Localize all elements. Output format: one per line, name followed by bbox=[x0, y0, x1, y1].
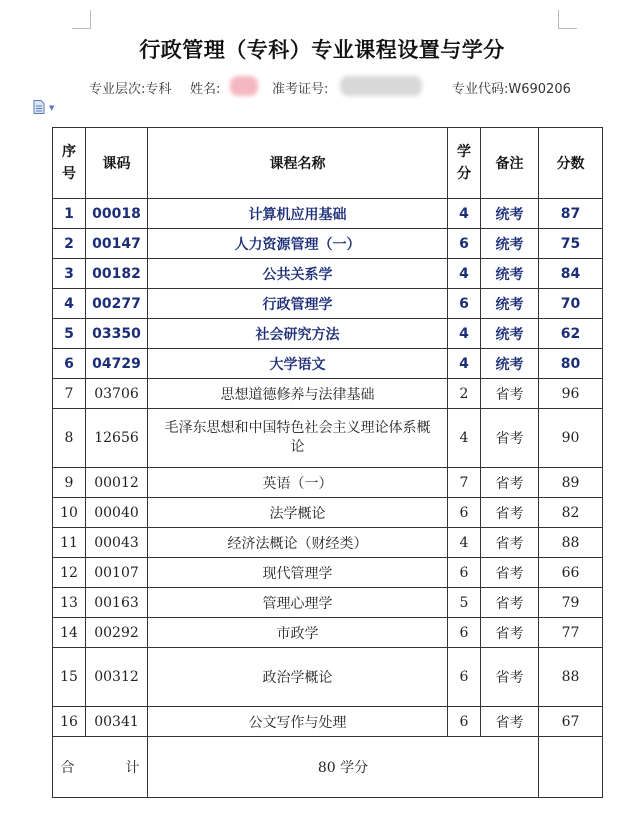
seq-cell: 15 bbox=[53, 648, 86, 707]
total-label-b: 计 bbox=[125, 760, 140, 776]
table-row bbox=[53, 468, 603, 498]
table-row bbox=[53, 349, 603, 379]
credit-cell: 4 bbox=[448, 349, 481, 379]
table-row bbox=[53, 289, 603, 319]
code-cell: 00163 bbox=[86, 588, 148, 618]
total-score-cell bbox=[539, 737, 603, 798]
score-cell: 79 bbox=[539, 588, 603, 618]
seq-cell: 12 bbox=[53, 558, 86, 588]
code-cell: 04729 bbox=[86, 349, 148, 379]
redacted-exam-number bbox=[340, 76, 422, 96]
course-cell: 经济法概论（财经类） bbox=[148, 528, 448, 558]
note-cell: 省考 bbox=[481, 468, 539, 498]
credit-cell: 4 bbox=[448, 199, 481, 229]
score-cell: 96 bbox=[539, 379, 603, 409]
code-cell: 03350 bbox=[86, 319, 148, 349]
seq-cell: 2 bbox=[53, 229, 86, 259]
course-table bbox=[52, 127, 603, 798]
seq-cell: 6 bbox=[53, 349, 86, 379]
total-label-cell bbox=[53, 737, 148, 798]
code-cell: 00018 bbox=[86, 199, 148, 229]
table-row bbox=[53, 409, 603, 468]
code-cell: 00012 bbox=[86, 468, 148, 498]
credit-cell: 4 bbox=[448, 409, 481, 468]
note-cell: 省考 bbox=[481, 618, 539, 648]
course-cell: 政治学概论 bbox=[148, 648, 448, 707]
credit-cell: 6 bbox=[448, 707, 481, 737]
table-row bbox=[53, 319, 603, 349]
total-value-cell: 80 学分 bbox=[148, 737, 539, 798]
seq-cell: 11 bbox=[53, 528, 86, 558]
course-cell: 现代管理学 bbox=[148, 558, 448, 588]
header-code: 课码 bbox=[86, 128, 148, 199]
note-cell: 统考 bbox=[481, 259, 539, 289]
course-cell: 英语（一） bbox=[148, 468, 448, 498]
seq-cell: 1 bbox=[53, 199, 86, 229]
code-cell: 00277 bbox=[86, 289, 148, 319]
note-cell: 统考 bbox=[481, 319, 539, 349]
level-label: 专业层次:专科 bbox=[89, 82, 172, 97]
credit-cell: 6 bbox=[448, 498, 481, 528]
score-cell: 87 bbox=[539, 199, 603, 229]
seq-cell: 7 bbox=[53, 379, 86, 409]
note-cell: 省考 bbox=[481, 648, 539, 707]
course-cell: 市政学 bbox=[148, 618, 448, 648]
note-cell: 统考 bbox=[481, 349, 539, 379]
page-corner-mark-right bbox=[558, 10, 577, 29]
credit-cell: 6 bbox=[448, 618, 481, 648]
course-cell: 公文写作与处理 bbox=[148, 707, 448, 737]
course-cell: 行政管理学 bbox=[148, 289, 448, 319]
header-seq: 序号 bbox=[53, 128, 86, 199]
page-corner-mark-left bbox=[72, 10, 91, 29]
score-cell: 80 bbox=[539, 349, 603, 379]
course-cell: 思想道德修养与法律基础 bbox=[148, 379, 448, 409]
note-cell: 省考 bbox=[481, 707, 539, 737]
score-cell: 89 bbox=[539, 468, 603, 498]
code-cell: 00341 bbox=[86, 707, 148, 737]
code-cell: 00182 bbox=[86, 259, 148, 289]
note-cell: 统考 bbox=[481, 289, 539, 319]
table-row bbox=[53, 558, 603, 588]
header-course: 课程名称 bbox=[148, 128, 448, 199]
note-cell: 省考 bbox=[481, 528, 539, 558]
credit-cell: 6 bbox=[448, 648, 481, 707]
total-label-a: 合 bbox=[60, 760, 75, 776]
credit-cell: 5 bbox=[448, 588, 481, 618]
table-row bbox=[53, 379, 603, 409]
course-cell: 社会研究方法 bbox=[148, 319, 448, 349]
course-cell: 大学语文 bbox=[148, 349, 448, 379]
note-cell: 省考 bbox=[481, 498, 539, 528]
note-cell: 统考 bbox=[481, 229, 539, 259]
credit-cell: 4 bbox=[448, 259, 481, 289]
redacted-name bbox=[230, 76, 258, 96]
course-cell: 公共关系学 bbox=[148, 259, 448, 289]
score-cell: 62 bbox=[539, 319, 603, 349]
table-row bbox=[53, 588, 603, 618]
seq-cell: 5 bbox=[53, 319, 86, 349]
credit-cell: 6 bbox=[448, 229, 481, 259]
table-row bbox=[53, 498, 603, 528]
seq-cell: 16 bbox=[53, 707, 86, 737]
major-code-label: 专业代码:W690206 bbox=[452, 82, 571, 97]
name-label: 姓名: bbox=[190, 82, 221, 97]
score-cell: 82 bbox=[539, 498, 603, 528]
course-cell: 毛泽东思想和中国特色社会主义理论体系概论 bbox=[148, 409, 448, 468]
table-row bbox=[53, 648, 603, 707]
seq-cell: 14 bbox=[53, 618, 86, 648]
chevron-down-icon[interactable]: ▼ bbox=[49, 104, 55, 112]
note-cell: 统考 bbox=[481, 199, 539, 229]
seq-cell: 3 bbox=[53, 259, 86, 289]
credit-cell: 4 bbox=[448, 319, 481, 349]
note-cell: 省考 bbox=[481, 409, 539, 468]
credit-cell: 6 bbox=[448, 289, 481, 319]
code-cell: 00292 bbox=[86, 618, 148, 648]
course-cell: 人力资源管理（一） bbox=[148, 229, 448, 259]
code-cell: 03706 bbox=[86, 379, 148, 409]
note-cell: 省考 bbox=[481, 379, 539, 409]
table-row bbox=[53, 199, 603, 229]
table-row bbox=[53, 618, 603, 648]
seq-cell: 9 bbox=[53, 468, 86, 498]
code-cell: 00107 bbox=[86, 558, 148, 588]
score-cell: 75 bbox=[539, 229, 603, 259]
score-cell: 84 bbox=[539, 259, 603, 289]
document-icon[interactable] bbox=[33, 100, 45, 114]
score-cell: 77 bbox=[539, 618, 603, 648]
seq-cell: 13 bbox=[53, 588, 86, 618]
exam-number-label: 准考证号: bbox=[272, 82, 329, 97]
table-row bbox=[53, 259, 603, 289]
document-title: 行政管理（专科）专业课程设置与学分 bbox=[139, 38, 505, 62]
code-cell: 00312 bbox=[86, 648, 148, 707]
code-cell: 00147 bbox=[86, 229, 148, 259]
header-score: 分数 bbox=[539, 128, 603, 199]
course-cell: 管理心理学 bbox=[148, 588, 448, 618]
score-cell: 70 bbox=[539, 289, 603, 319]
credit-cell: 2 bbox=[448, 379, 481, 409]
seq-cell: 8 bbox=[53, 409, 86, 468]
note-cell: 省考 bbox=[481, 588, 539, 618]
credit-cell: 7 bbox=[448, 468, 481, 498]
score-cell: 67 bbox=[539, 707, 603, 737]
score-cell: 88 bbox=[539, 528, 603, 558]
score-cell: 88 bbox=[539, 648, 603, 707]
table-row bbox=[53, 528, 603, 558]
header-note: 备注 bbox=[481, 128, 539, 199]
code-cell: 00043 bbox=[86, 528, 148, 558]
total-row bbox=[53, 737, 603, 798]
code-cell: 12656 bbox=[86, 409, 148, 468]
credit-cell: 4 bbox=[448, 528, 481, 558]
score-cell: 66 bbox=[539, 558, 603, 588]
course-cell: 法学概论 bbox=[148, 498, 448, 528]
score-cell: 90 bbox=[539, 409, 603, 468]
header-credit: 学分 bbox=[448, 128, 481, 199]
note-cell: 省考 bbox=[481, 558, 539, 588]
table-row bbox=[53, 229, 603, 259]
seq-cell: 4 bbox=[53, 289, 86, 319]
credit-cell: 6 bbox=[448, 558, 481, 588]
code-cell: 00040 bbox=[86, 498, 148, 528]
seq-cell: 10 bbox=[53, 498, 86, 528]
table-row bbox=[53, 707, 603, 737]
course-cell: 计算机应用基础 bbox=[148, 199, 448, 229]
